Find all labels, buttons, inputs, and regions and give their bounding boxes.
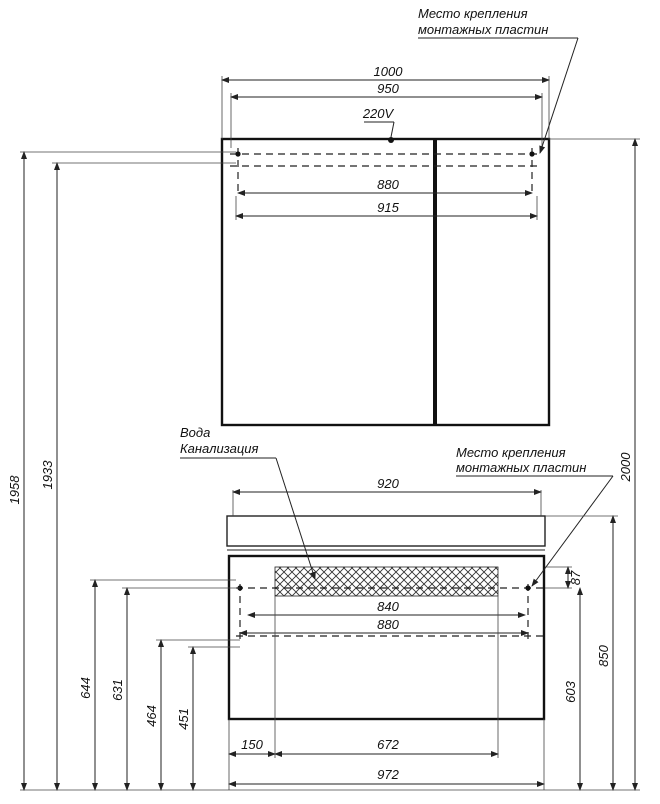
- dim-880: 880: [377, 617, 399, 632]
- dim-mount-915: 915: [377, 200, 399, 215]
- mount-label-top-line1: Место крепления: [418, 6, 528, 21]
- height-464: 464: [144, 705, 159, 727]
- dim-width-950: 950: [377, 81, 399, 96]
- height-1958: 1958: [7, 475, 22, 505]
- height-850: 850: [596, 645, 611, 667]
- water-label: Вода: [180, 425, 211, 440]
- dim-width-972: 972: [377, 767, 399, 782]
- height-451: 451: [176, 708, 191, 730]
- height-603: 603: [563, 681, 578, 703]
- height-631: 631: [110, 679, 125, 701]
- vanity-top: [227, 516, 545, 546]
- dim-672: 672: [377, 737, 399, 752]
- plumbing-zone: [275, 567, 498, 596]
- dim-mount-880: 880: [377, 177, 399, 192]
- dim-840: 840: [377, 599, 399, 614]
- mount-label-top-line2: монтажных пластин: [418, 22, 549, 37]
- power-label: 220V: [362, 106, 394, 121]
- dim-150: 150: [241, 737, 263, 752]
- mount-label-bottom-line1: Место крепления: [456, 445, 566, 460]
- power-outlet-icon: [388, 137, 394, 143]
- mirror-cabinet: [222, 6, 578, 425]
- dim-width-total: 1000: [373, 64, 403, 79]
- height-644: 644: [78, 677, 93, 699]
- dim-top-920: 920: [377, 476, 399, 491]
- sewage-label: Канализация: [180, 441, 259, 456]
- mount-label-bottom-line2: монтажных пластин: [456, 460, 587, 475]
- height-2000: 2000: [618, 452, 633, 482]
- height-1933: 1933: [40, 460, 55, 490]
- vanity-unit: [180, 425, 613, 790]
- dim-87: 87: [568, 570, 583, 586]
